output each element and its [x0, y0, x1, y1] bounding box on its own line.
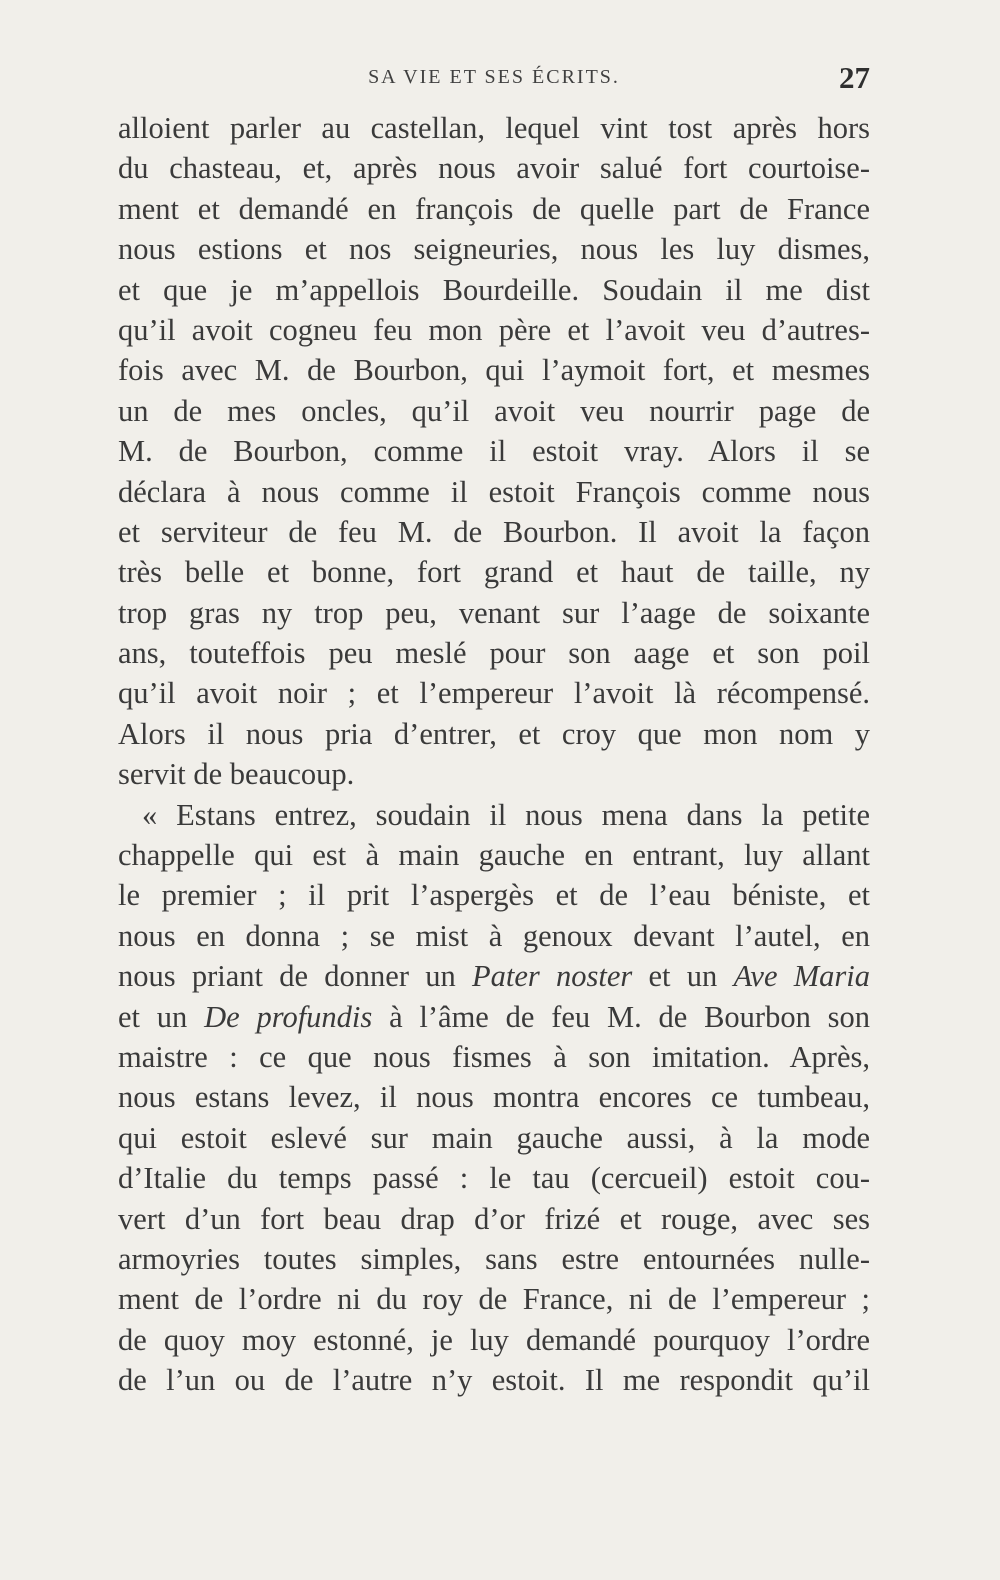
text-line: ment de l’ordre ni du roy de France, ni de l’empereur ; [118, 1282, 870, 1317]
text-line: de quoy moy estonné, je luy demandé pourquoy l’ordre [118, 1322, 870, 1357]
text-line: nous estans levez, il nous montra encores ce tumbeau, [118, 1080, 870, 1115]
text-run: et un [118, 999, 205, 1034]
italic-run: De profundis [204, 999, 373, 1034]
text-line: armoyries toutes simples, sans estre entournées nulle- [118, 1241, 870, 1276]
text-line: « Estans entrez, soudain il nous mena dans la petite [142, 797, 870, 832]
text-line: et que je m’appellois Bourdeille. Soudain il me dist [118, 272, 870, 307]
text-line: nous en donna ; se mist à genoux devant l’autel, en [118, 918, 870, 953]
text-line: ans, touteffois peu meslé pour son aage et son poil [118, 636, 870, 671]
text-line: servit de beaucoup. [118, 757, 355, 792]
text-line: du chasteau, et, après nous avoir salué fort courtoise- [118, 151, 870, 186]
text-line: qui estoit eslevé sur main gauche aussi, à la mode [118, 1120, 870, 1155]
text-line: alloient parler au castellan, lequel vint tost après hors [118, 111, 870, 145]
text-line: fois avec M. de Bourbon, qui l’aymoit fort, et mesmes [118, 353, 870, 388]
text-line: M. de Bourbon, comme il estoit vray. Alors il se [118, 434, 870, 469]
running-head [118, 58, 870, 98]
text-run: nous priant de donner un [118, 959, 472, 994]
running-title: SA VIE ET SES ÉCRITS. [368, 66, 620, 88]
text-line: trop gras ny trop peu, venant sur l’aage de soixante [118, 595, 870, 630]
text-line: qu’il avoit cogneu feu mon père et l’avoit veu d’autres- [118, 312, 870, 347]
italic-run: Ave Maria [733, 959, 870, 994]
text-run: à l’âme de feu M. de Bourbon son [372, 999, 870, 1034]
text-line: ment et demandé en françois de quelle part de France [118, 191, 870, 226]
text-line: le premier ; il prit l’aspergès et de l’eau béniste, et [118, 878, 870, 913]
body-text [118, 108, 870, 1401]
text-line: qu’il avoit noir ; et l’empereur l’avoit là récompensé. [118, 676, 870, 711]
page-number: 27 [839, 60, 870, 95]
text-line: un de mes oncles, qu’il avoit veu nourrir page de [118, 393, 870, 428]
text-line: de l’un ou de l’autre n’y estoit. Il me respondit qu’il [118, 1363, 870, 1398]
text-line: nous estions et nos seigneuries, nous les luy dismes, [118, 232, 870, 267]
text-line: déclara à nous comme il estoit François comme nous [118, 474, 870, 509]
text-line [118, 956, 870, 996]
text-line: vert d’un fort beau drap d’or frizé et rouge, avec ses [118, 1201, 870, 1236]
text-line: chappelle qui est à main gauche en entrant, luy allant [118, 838, 870, 873]
text-line [118, 997, 870, 1037]
text-run: et un [632, 959, 734, 994]
italic-run: Pater noster [471, 959, 633, 994]
text-line: Alors il nous pria d’entrer, et croy que mon nom y [118, 716, 870, 751]
text-line: et serviteur de feu M. de Bourbon. Il avoit la façon [118, 514, 870, 549]
text-line: maistre : ce que nous fismes à son imitation. Après, [118, 1039, 870, 1074]
text-line: très belle et bonne, fort grand et haut de taille, ny [118, 555, 870, 590]
text-line: d’Italie du temps passé : le tau (cercueil) estoit cou- [118, 1161, 870, 1196]
